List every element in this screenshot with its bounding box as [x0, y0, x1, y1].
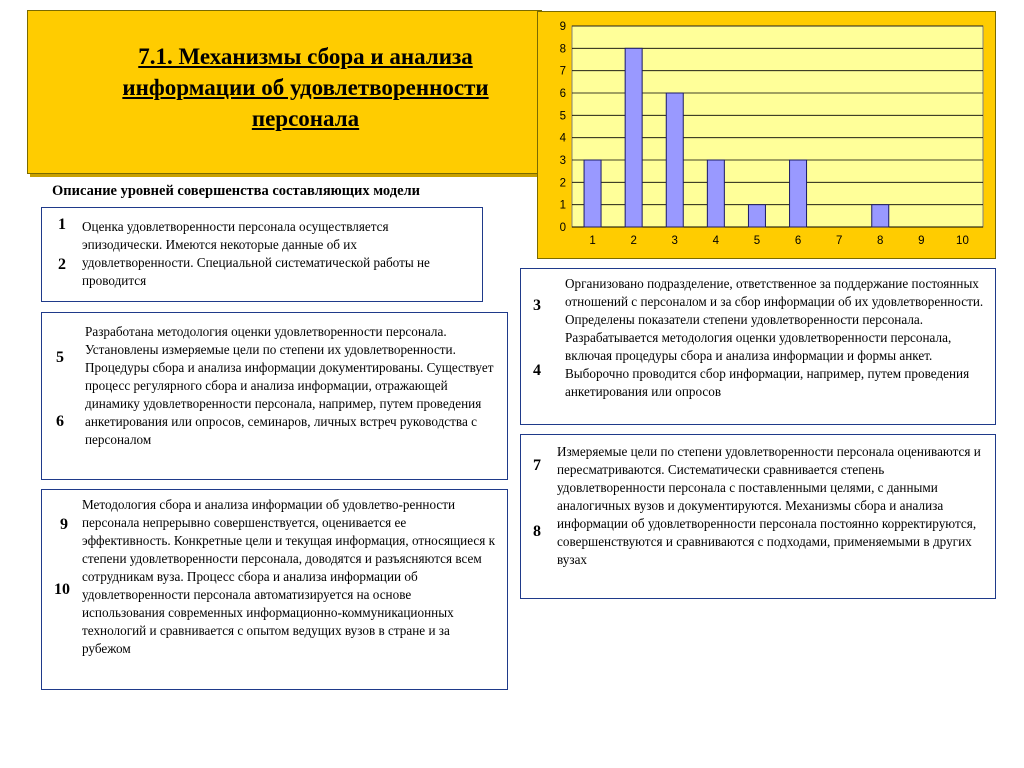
- y-tick-label: 1: [559, 199, 566, 212]
- y-tick-label: 6: [559, 88, 566, 100]
- bar-6: [790, 160, 807, 227]
- level-box-1-2: [41, 207, 483, 302]
- bar-4: [707, 160, 724, 227]
- level-number-6: 6: [56, 413, 64, 430]
- page-title: 7.1. Механизмы сбора и анализа информации об удовлетворенности персонала: [122, 44, 489, 131]
- y-tick-label: 2: [559, 177, 566, 190]
- x-tick-label: 1: [589, 235, 596, 247]
- section-subtitle: Описание уровней совершенства составляющих модели: [52, 183, 420, 199]
- x-tick-label: 2: [630, 235, 637, 247]
- level-description-9-10: Методология сбора и анализа информации об удовлетво-ренности персонала непрерывно совершенствуется, оценивается ее эффективность. Конкретные цели и текущая информация, относящиеся к степени удовлетворенности персонала, доводятся и разъясняются всем сотрудникам вуза. Процесс сбора и анализа информации об удовлетворенности персонала автоматизируется на основе использования современных информационно-коммуникационных технологий и сравнивается с опытом ведущих вузов в стране и за рубежом: [82, 497, 496, 656]
- level-box-3-4: [520, 268, 996, 425]
- y-tick-label: 5: [559, 110, 566, 123]
- y-tick-label: 9: [559, 21, 566, 33]
- y-tick-label: 8: [559, 43, 566, 56]
- level-number-10: 10: [54, 581, 70, 598]
- level-description-5-6: Разработана методология оценки удовлетворенности персонала. Установлены измеряемые цели по степени их удовлетворенности. Процедуры сбора и анализа информации документированы. Существует процесс регулярного сбора и анализа информации, отражающей динамику удовлетворенности персонала, например, путем проведения анкетирования или опросов, семинаров, личных встреч руководства с персоналом: [85, 324, 494, 447]
- x-tick-label: 10: [956, 235, 969, 247]
- x-tick-label: 5: [753, 235, 761, 247]
- level-number-2: 2: [58, 256, 66, 273]
- chart-panel: [537, 11, 996, 259]
- x-tick-label: 9: [918, 235, 925, 247]
- title-panel: [27, 10, 542, 174]
- level-box-7-8: [520, 434, 996, 599]
- y-tick-label: 3: [559, 155, 566, 167]
- bar-5: [748, 205, 765, 227]
- level-box-9-10: [41, 489, 508, 690]
- bar-1: [584, 160, 601, 227]
- bar-chart: [538, 12, 997, 260]
- bar-8: [872, 205, 889, 227]
- bar-2: [625, 48, 642, 227]
- x-tick-label: 6: [794, 235, 802, 247]
- level-number-1: 1: [58, 216, 66, 233]
- level-description-3-4: Организовано подразделение, ответственное за поддержание постоянных отношений с персоналом и за сбор информации об их удовлетворенности. Определены показатели степени удовлетворенности персонала. Разрабатывается методология оценки удовлетворенности персонала, включая процедуры сбора и анализа информации и формы анкет. Выборочно проводится сбор информации, например, путем проведения анкетирования или опросов: [565, 276, 984, 399]
- level-number-3: 3: [533, 297, 541, 314]
- level-number-8: 8: [533, 523, 541, 540]
- y-tick-label: 4: [559, 132, 566, 145]
- y-tick-label: 0: [559, 222, 566, 234]
- level-description-1-2: Оценка удовлетворенности персонала осуществляется эпизодически. Имеются некоторые данные об их удовлетворенности. Специальной систематической работы не проводится: [82, 219, 430, 288]
- level-number-7: 7: [533, 457, 541, 474]
- level-number-9: 9: [60, 516, 68, 533]
- level-box-5-6: [41, 312, 508, 480]
- level-description-7-8: Измеряемые цели по степени удовлетворенности персонала оцениваются и пересматриваются. Систематически сравнивается степень удовлетворенности персонала с поставленными целями, с данными аналогичных вузов и документируются. Механизмы сбора и анализа информации об удовлетворенности персонала постоянно корректируются, совершенствуются и сравниваются с подходами, применяемыми в других вузах: [557, 444, 981, 567]
- x-tick-label: 8: [877, 235, 884, 247]
- level-number-5: 5: [56, 349, 64, 366]
- level-number-4: 4: [533, 362, 541, 379]
- x-tick-label: 3: [671, 235, 678, 247]
- x-tick-label: 7: [835, 235, 843, 247]
- y-tick-label: 7: [559, 65, 566, 78]
- x-tick-label: 4: [712, 235, 720, 247]
- bar-3: [666, 93, 683, 227]
